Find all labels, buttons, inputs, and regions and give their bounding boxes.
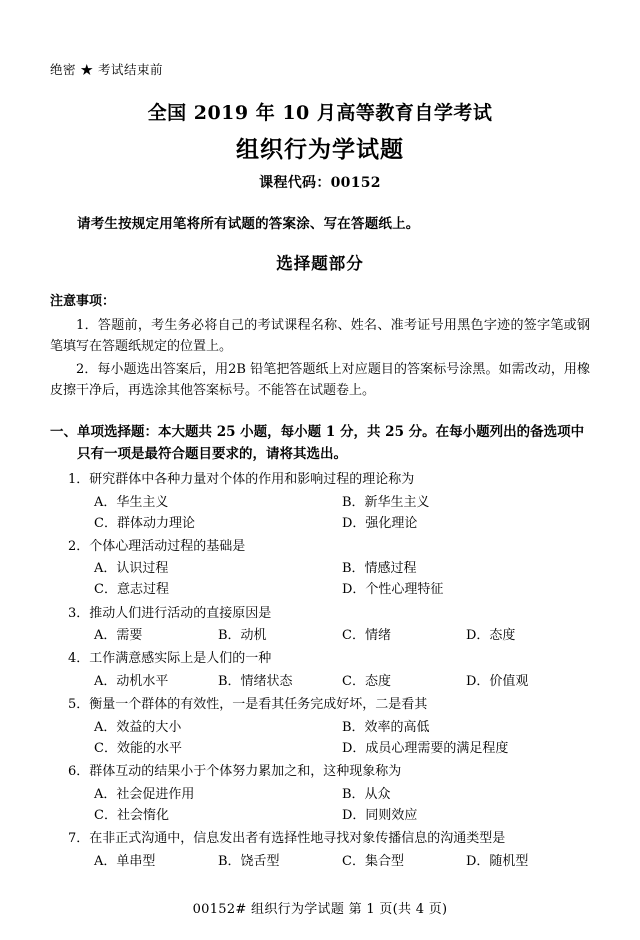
attention-item: 2．每小题选出答案后，用2B 铅笔把答题纸上对应题目的答案标号涂黑。如需改动，用橡皮擦干净后，再选涂其他答案标号。不能答在试题卷上。 bbox=[50, 362, 590, 399]
option-d[interactable]: D．个性心理特征 bbox=[342, 582, 444, 598]
question-number: 1． bbox=[68, 471, 90, 487]
option-c[interactable]: C．集合型 bbox=[342, 853, 404, 869]
option-b[interactable]: B．新华生主义 bbox=[342, 494, 430, 510]
option-b[interactable]: B．效率的高低 bbox=[342, 719, 430, 735]
option-a[interactable]: A．认识过程 bbox=[94, 561, 169, 577]
question-number: 3． bbox=[68, 605, 90, 621]
question-text: 个体心理活动过程的基础是 bbox=[89, 538, 246, 554]
question-text: 推动人们进行活动的直接原因是 bbox=[89, 605, 272, 621]
question-stem bbox=[68, 604, 590, 625]
question-text: 研究群体中各种力量对个体的作用和影响过程的理论称为 bbox=[89, 471, 415, 487]
option-d[interactable]: D．同则效应 bbox=[342, 807, 418, 823]
attention-heading: 注意事项： bbox=[50, 294, 116, 309]
question-number: 6． bbox=[68, 764, 90, 780]
question-stem bbox=[68, 537, 590, 558]
option-c[interactable]: C．社会惰化 bbox=[94, 807, 169, 823]
option-a[interactable]: A．效益的大小 bbox=[94, 719, 182, 735]
question-item bbox=[50, 537, 590, 601]
question-item bbox=[50, 604, 590, 647]
question-number: 2． bbox=[68, 538, 90, 554]
question-stem bbox=[68, 829, 590, 850]
option-a[interactable]: A．单串型 bbox=[94, 853, 156, 869]
option-d[interactable]: D．成员心理需要的满足程度 bbox=[342, 741, 509, 757]
question-text: 在非正式沟通中，信息发出者有选择性地寻找对象传播信息的沟通类型是 bbox=[89, 830, 506, 846]
option-c[interactable]: C．意志过程 bbox=[94, 582, 169, 598]
question-text: 群体互动的结果小于个体努力累加之和，这种现象称为 bbox=[89, 764, 402, 780]
part1-heading bbox=[50, 421, 590, 466]
question-options bbox=[50, 625, 590, 646]
question-options bbox=[50, 851, 590, 872]
question-options bbox=[50, 671, 590, 692]
question-options bbox=[50, 558, 590, 600]
option-a[interactable]: A．社会促进作用 bbox=[94, 786, 195, 802]
course-code: 课程代码：00152 bbox=[259, 175, 381, 191]
option-b[interactable]: B．饶舌型 bbox=[218, 853, 280, 869]
question-item bbox=[50, 829, 590, 872]
part1-heading-line1: 一、单项选择题：本大题共 25 小题，每小题 1 分，共 25 分。在每小题列出的备选项中 bbox=[50, 424, 585, 441]
question-item bbox=[50, 762, 590, 826]
question-stem bbox=[68, 649, 590, 670]
answer-sheet-instruction: 请考生按规定用笔将所有试题的答案涂、写在答题纸上。 bbox=[77, 216, 420, 232]
option-b[interactable]: B．动机 bbox=[218, 628, 267, 644]
option-d[interactable]: D．价值观 bbox=[466, 674, 529, 690]
question-options bbox=[50, 784, 590, 826]
question-item bbox=[50, 470, 590, 534]
option-b[interactable]: B．从众 bbox=[342, 786, 391, 802]
option-d[interactable]: D．强化理论 bbox=[342, 515, 418, 531]
question-stem bbox=[68, 762, 590, 783]
option-c[interactable]: C．态度 bbox=[342, 674, 391, 690]
question-text: 衡量一个群体的有效性，一是看其任务完成好坏，二是看其 bbox=[89, 697, 428, 713]
option-c[interactable]: C．情绪 bbox=[342, 628, 391, 644]
option-d[interactable]: D．随机型 bbox=[466, 853, 529, 869]
question-options bbox=[50, 492, 590, 534]
option-b[interactable]: B．情绪状态 bbox=[218, 674, 293, 690]
question-item bbox=[50, 649, 590, 692]
option-c[interactable]: C．效能的水平 bbox=[94, 741, 182, 757]
question-number: 4． bbox=[68, 651, 90, 667]
part1-heading-line2: 只有一项是最符合题目要求的，请将其选出。 bbox=[77, 446, 347, 463]
exam-subject-title: 组织行为学试题 bbox=[236, 136, 404, 163]
section-title-choice: 选择题部分 bbox=[276, 254, 364, 273]
confidential-notice: 绝密 ★ 考试结束前 bbox=[50, 62, 163, 77]
question-options bbox=[50, 717, 590, 759]
question-number: 5． bbox=[68, 697, 90, 713]
page-content bbox=[50, 60, 590, 872]
option-c[interactable]: C．群体动力理论 bbox=[94, 515, 195, 531]
option-d[interactable]: D．态度 bbox=[466, 628, 516, 644]
question-item bbox=[50, 695, 590, 759]
question-text: 工作满意感实际上是人们的一种 bbox=[89, 651, 272, 667]
question-stem bbox=[68, 470, 590, 491]
option-b[interactable]: B．情感过程 bbox=[342, 561, 417, 577]
exam-title-line1: 全国 2019 年 10 月高等教育自学考试 bbox=[147, 102, 493, 124]
attention-item: 1．答题前，考生务必将自己的考试课程名称、姓名、准考证号用黑色字迹的签字笔或钢笔填写在答题纸规定的位置上。 bbox=[50, 318, 590, 355]
option-a[interactable]: A．华生主义 bbox=[94, 494, 169, 510]
page-footer: 00152# 组织行为学试题 第 1 页(共 4 页) bbox=[192, 902, 448, 917]
question-number: 7． bbox=[68, 830, 90, 846]
question-stem bbox=[68, 695, 590, 716]
option-a[interactable]: A．动机水平 bbox=[94, 674, 169, 690]
option-a[interactable]: A．需要 bbox=[94, 628, 143, 644]
